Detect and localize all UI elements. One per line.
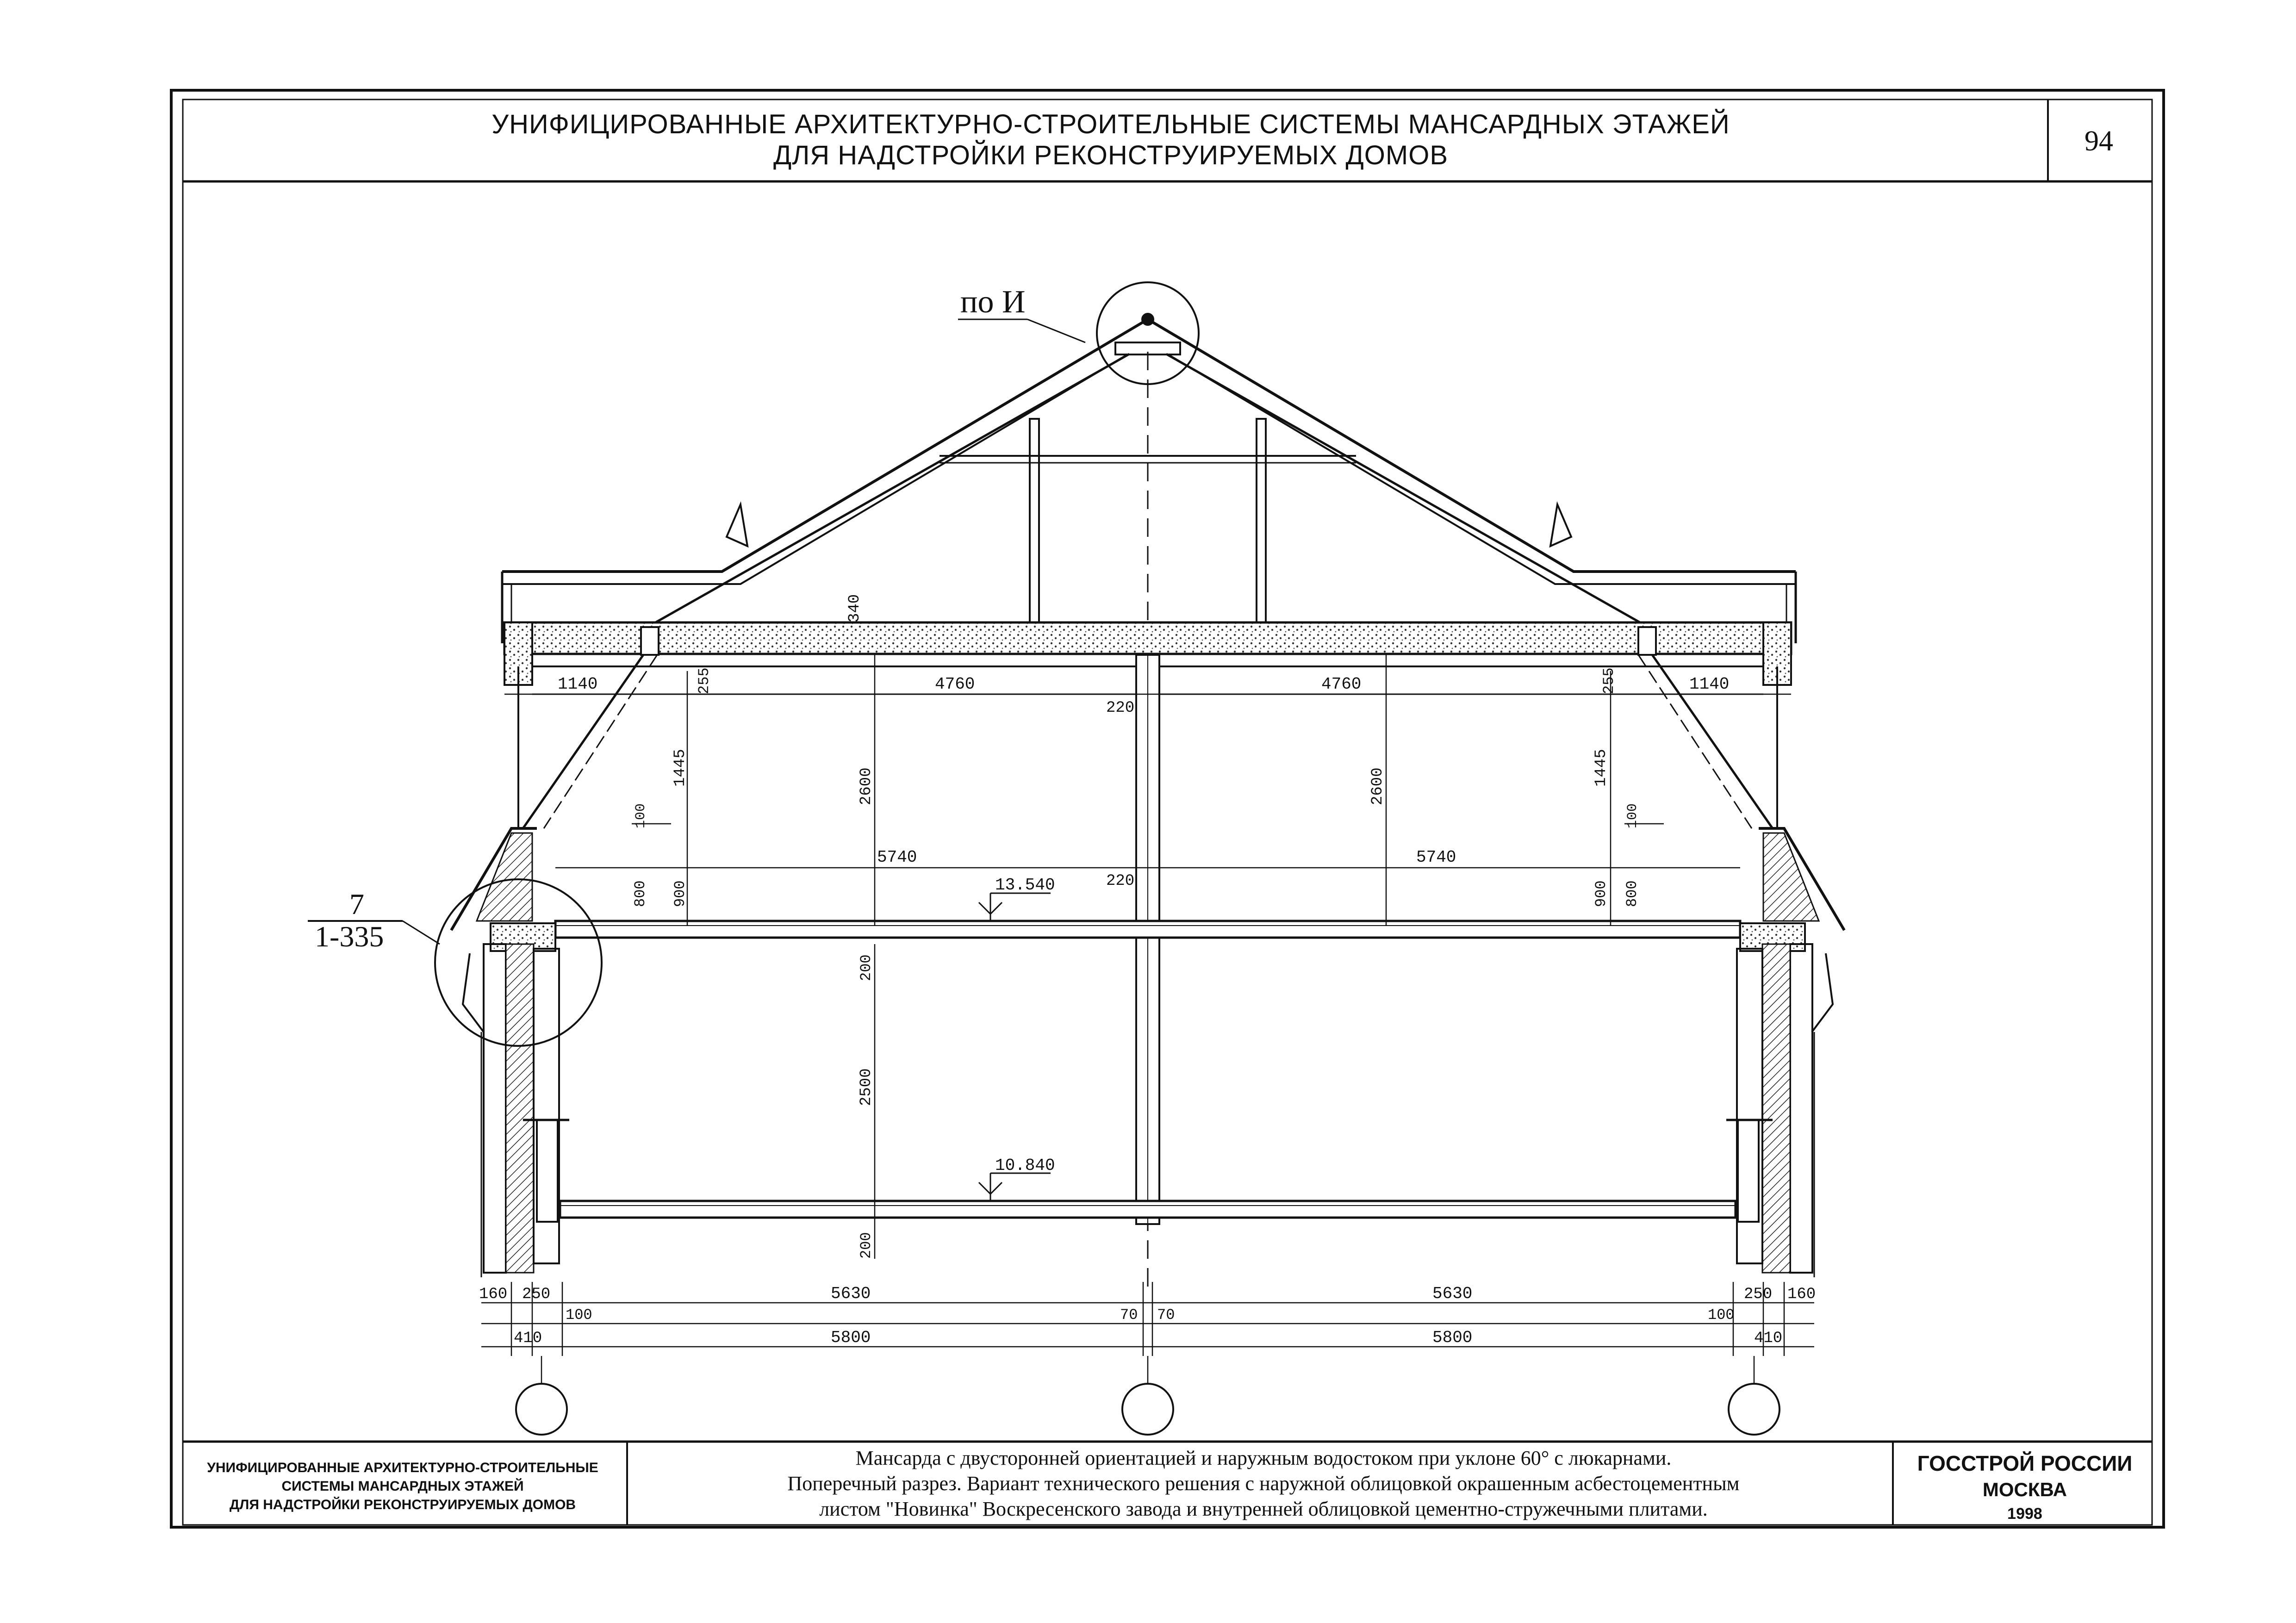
stamp-year: 1998 [2007,1505,2042,1523]
floor-slab-lower [560,1201,1736,1218]
stamp-series-line2: СИСТЕМЫ МАНСАРДНЫХ ЭТАЖЕЙ [281,1479,524,1494]
dim-floor-slab-lower: 200 [858,1232,875,1259]
dim-ridge-offset-right: 255 [1600,667,1618,694]
dim-base-2a: 100 [566,1306,592,1324]
stamp-series-line3: ДЛЯ НАДСТРОЙКИ РЕКОНСТРУИРУЕМЫХ ДОМОВ [229,1497,576,1512]
stamp-series-line1: УНИФИЦИРОВАННЫЕ АРХИТЕКТУРНО-СТРОИТЕЛЬНЫЕ [207,1460,598,1475]
stamp-description-line1: Мансарда с двусторонней ориентацией и наружным водостоком при уклоне 60° с люкарнами. [855,1447,1672,1469]
dim-floor-slab-upper: 200 [858,954,875,981]
level-label-lower: 10.840 [995,1156,1055,1175]
dim-partition-mid: 220 [1106,872,1135,890]
dim-span-left: 5740 [877,848,917,867]
level-label-upper: 13.540 [995,876,1055,895]
stamp-description-line2: Поперечный разрез. Вариант технического решения с наружной облицовкой окрашенным асбестоцементным [787,1472,1740,1495]
callout-eave-number: 7 [349,888,364,920]
header-title-line2: ДЛЯ НАДСТРОЙКИ РЕКОНСТРУИРУЕМЫХ ДОМОВ [773,140,1449,170]
dim-height-left: 2600 [858,767,875,805]
stamp-city: МОСКВА [1982,1479,2067,1500]
callout-ridge-label: по И [960,284,1026,320]
dim-knee-right: 1445 [1593,749,1610,787]
level-marker-lower [979,1173,1051,1201]
header-title-line1: УНИФИЦИРОВАННЫЕ АРХИТЕКТУРНО-СТРОИТЕЛЬНЫЕ СИСТЕМЫ МАНСАРДНЫХ ЭТАЖЕЙ [492,109,1730,139]
stamp-description-line3: листом "Новинка" Воскресенского завода и внутренней облицовкой цементно-стружечными плитами. [819,1498,1708,1520]
dim-top-right-outer: 1140 [1689,675,1730,694]
grid-axis-center [1122,1384,1173,1435]
grid-axis-right [1729,1384,1780,1435]
dim-parapet-left-b: 900 [672,880,689,907]
dim-base-1d: 5630 [1432,1284,1473,1303]
dim-span-right: 5740 [1416,848,1456,867]
dim-height-right: 2600 [1369,767,1387,805]
dim-base-1b: 250 [522,1286,551,1303]
grid-axis-left [516,1384,567,1435]
dim-parapet-right-b: 800 [1624,880,1641,907]
dim-sill-left: 100 [633,803,649,828]
dim-partition-upper: 220 [1106,699,1135,717]
dim-base-3c: 5800 [1432,1328,1473,1347]
dim-base-2c: 70 [1157,1306,1175,1324]
dim-ridge-offset-left: 255 [696,667,713,694]
dim-base-2d: 100 [1708,1306,1735,1324]
dim-top-left-outer: 1140 [558,675,598,694]
dim-slab-thickness: 340 [846,594,864,622]
dim-top-right-inner: 4760 [1321,675,1362,694]
dim-base-3b: 5800 [831,1328,871,1347]
dim-base-1f: 160 [1787,1286,1816,1303]
dim-parapet-right-a: 900 [1593,880,1610,907]
page-number: 94 [2084,125,2113,157]
dim-base-1a: 160 [479,1286,508,1303]
dim-base-3d: 410 [1754,1330,1783,1347]
dim-knee-left: 1445 [672,749,689,787]
dim-base-1e: 250 [1744,1286,1773,1303]
stamp-organization: ГОССТРОЙ РОССИИ [1917,1451,2133,1475]
dim-base-2b: 70 [1120,1306,1138,1324]
roof-pitch [502,314,1796,643]
central-partition [1136,655,1159,1224]
dim-base-3a: 410 [514,1330,542,1347]
dim-top-left-inner: 4760 [935,675,975,694]
dim-sill-right: 100 [1625,803,1641,828]
callout-eave-sheet: 1-335 [315,920,384,953]
level-marker-upper [979,893,1051,921]
dim-base-1c: 5630 [831,1284,871,1303]
dim-storey-height: 2500 [858,1068,875,1106]
dim-parapet-left-a: 800 [632,880,649,907]
